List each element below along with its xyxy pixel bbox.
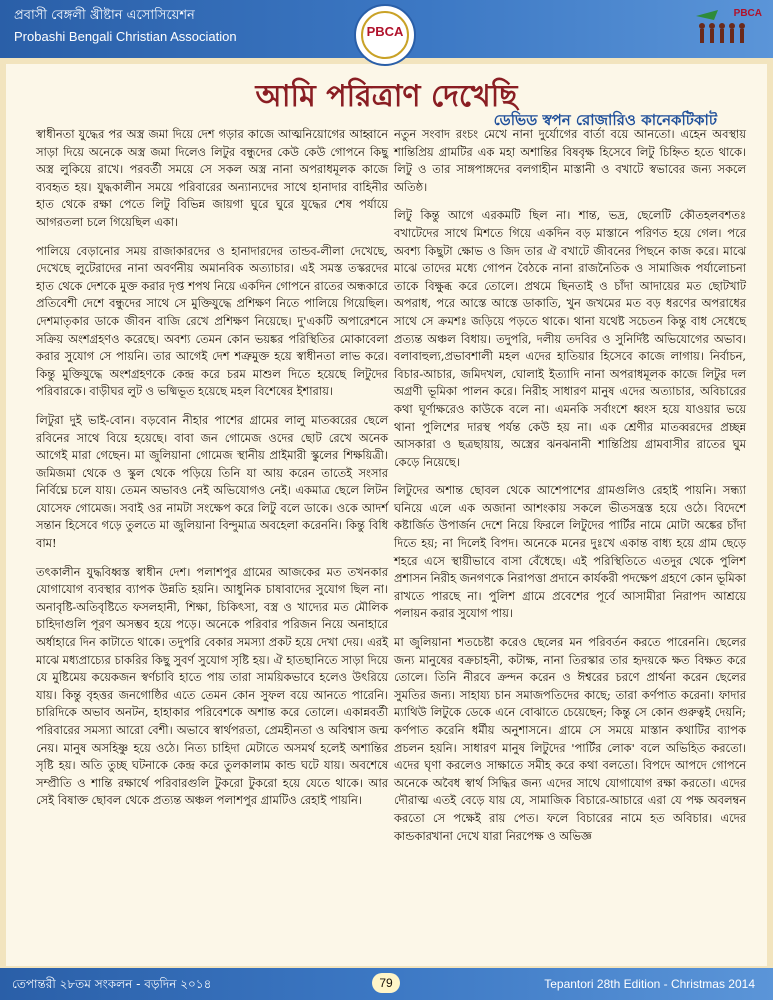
- pbca-logo: [354, 4, 416, 66]
- org-name-bengali: প্রবাসী বেঙ্গলী খ্রীষ্টান এসোসিয়েশন: [14, 8, 195, 23]
- paragraph: লিটু কিন্তু আগে এরকমটি ছিল না। শান্ত, ভদ্র, ছেলেটি কৌতহলবশতঃ বখাটেদের সাথে মিশতে গিয়ে একদিন বড় মাস্তানে পরিণত হয়ে গেল। পরে অবশ্য কিছুটা ক্ষোভ ও জিদ তার ঐ বখাটে জীবনের পিছনে কাজ করে। মাঝে মাঝে তাদের মধ্যে গোপন বৈঠকে নানা রাজনৈতিক ও সামাজিক পর্যালোচনা তাকে বিক্ষুব্ধ করে তোলে। প্রথমে ছিনতাই ও চাঁদা আদায়ের মত ছোটখাট অপরাধ, পরে আস্তে আস্তে ডাকাতি, খুন জখমের মত বড় ধরণের অপরাধের সাথে সে ক্রমশঃ জড়িয়ে পড়তে থাকে। থানা যথেষ্ট সচেতন কিন্তু বাধ সেধেছে প্রত্যন্ত অঞ্চল বিধায়। তদুপরি, দলীয় তদবির ও সুনির্দিষ্ট অভিযোগের অভাব। বলাবাহুল্য,প্রভাবশালী মহল এদের হাতিয়ার হিসেবে কাজে লাগায়। নির্বাচন, বিচার-আচার, জমিদখল, ঘোলাই ইত্যাদি নানা অপরাধমূলক কাজে লিটুর দল অগ্রণী ভূমিকা পালন করে। নিরীহ সাধারণ মানুষ এদের অত্যাচার, অবিচারের কথা ঘূর্ণাক্ষরেও কাউকে বলে না। এমনকি সর্বাংশে ধ্বংস হয়ে যাওয়ার ভয়ে থানা পুলিশের দারস্থ পর্যন্ত কেউ হয় না। এক শ্রেণীর মাতব্বরদের প্রচ্ছন্ন আসকারা ও ছত্রছায়ায়, অস্ত্রের ঝনঝনানী শান্তিপ্রিয় গ্রামবাসীর রাতের ঘুম কেড়ে নিয়েছে।: [394, 208, 746, 469]
- article-author: ডেভিড স্বপন রোজারিও কানেকটিকাট: [493, 111, 717, 129]
- footer-band: [0, 968, 773, 1000]
- paragraph: নতুন সংবাদ রংচং মেখে নানা দুর্যোগের বার্তা বয়ে আনতো। এহেন অবস্থায় শান্তিপ্রিয় গ্রামটির এক মহা অশান্তির বিষবৃক্ষ হিসেবে লিটু চিহ্নিত হতে থাকে। লিটু ও তার সাঙ্গপাঙ্গদের বলগাহীন মাস্তানী ও বখাটে স্বভাবের জন্য সকলে অতিষ্ঠ।: [394, 127, 746, 194]
- paragraph: লিটুদের অশান্ত ছোবল থেকে আশেপাশের গ্রামগুলিও রেহাই পায়নি। সন্ধ্যা ঘনিয়ে এলে এক অজানা আশংকায় সকলে ভীতসন্ত্রস্ত হয়ে ওঠে। বিদেশে কষ্টার্জিত উপার্জন দেশে নিয়ে ফিরলে লিটুদের পার্টির নামে মোটা অঙ্কের চাঁদা দিতে হয়; না দিলেই বিপদ। অনেকে মনের দুঃখে একান্ত বাধ্য হয়ে গ্রাম ছেড়ে শহরে এসে স্থায়ীভাবে বাসা বেঁধেছে। এই পরিস্থিতিতে এতদুর থেকে পুলিশ প্রশাসন নিরীহ জনগণকে নিরাপত্তা প্রদানে কার্যকরী পদক্ষেপ গ্রহণে কোন ভূমিকা রাখতে পারছে না। পুলিশ গ্রামে প্রবেশের পূর্বে আসামীরা নিরাপদ আশ্রয়ে পলায়ন করার সুযোগ পায়।: [394, 483, 746, 621]
- org-name-english: Probashi Bengali Christian Association: [14, 29, 237, 44]
- right-logo-text: PBCA: [733, 8, 762, 19]
- left-column: [36, 126, 388, 821]
- paragraph: লিটুরা দুই ভাই-বোন। বড়বোন নীহার পাশের গ্রামের লালু মাতব্বরের ছেলে রবিনের সাথে বিয়ে হয়েছে। বাবা জন গোমেজ ওদের ছোট রেখে অনেক আগেই মারা গেছেন। মা জুলিয়ানা গোমেজ স্থানীয় প্রাইমারী স্কুলের শিক্ষয়িত্রী। জমিজমা থেকে ও স্কুল থেকে পড়িয়ে তিনি যা আয় করেন তাতেই সংসার নির্বিঘ্নে চলে যায়। তেমন অভাবও নেই অভিযোগও নেই। একমাত্র ছেলে লিটন যোসেফ গোমেজ। সবাই ওর নামটা সংক্ষেপ করে লিটু বলে ডাকে। ওকে আদর্শ সন্তান হিসেবে গড়ে তুলতে মা জুলিয়ানা বিন্দুমাত্র অবহেলা করেননি। কিন্তু বিধি বাম!: [36, 412, 388, 551]
- paragraph: মা জুলিয়ানা শতচেষ্টা করেও ছেলের মন পরিবর্তন করতে পারেননি। ছেলের জন্য মানুষের বক্রচাহনী, কটাক্ষ, নানা তিরস্কার তার হৃদয়কে ক্ষত বিক্ষত করে তোলে। তিনি নীরবে ক্রন্দন করেন ও ঈশ্বরের চরণে প্রার্থনা করেন ছেলের সুমতির জন্য। সাহায্য চান সমাজপতিদের কাছে; তারা কর্ণপাত করেনা। ফাদার ম্যাথিউ লিটুকে ডেকে এনে বোঝাতে চেয়েছেন; কিন্তু সে কোন গুরুত্বই দেয়নি; কর্ণপাত করেনি ধর্মীয় অনুশাসনে। গ্রামে সে সময়ে মাস্তান কথাটির ব্যাপক প্রচলন হয়নি। সাধারণ মানুষ লিটুদের 'পার্টির লোক' বলে অভিহিত করতো। এদের ঘৃণা করলেও সাক্ষাতে সমীহ করে কথা বলতো। বিপদে আপদে গোপনে অনেকে অবৈধ স্বার্থ সিদ্ধির জন্য এদের সাথে যোগাযোগ রক্ষা করতো। এদের দৌরাত্ম এতই বেড়ে যায় যে, সামাজিক বিচারে-আচারে এরা যে পক্ষ অবলম্বন করতো সে পক্ষেই রায় পেত। ফলে বিচারের নামে হত অবিচার। এদের কান্ডকারখানা দেখে যারা নিরপেক্ষ ও অভিজ্ঞ: [394, 635, 746, 843]
- paragraph: স্বাধীনতা যুদ্ধের পর অস্ত্র জমা দিয়ে দেশ গড়ার কাজে আত্মনিয়োগের আহ্বানে সাড়া দিয়ে অনেকে অস্ত্র জমা দিলেও লিটুর বন্ধুদের কেউ কেউ গোপনে কিছু অস্ত্র লুকিয়ে রাখে। পরবর্তী সময়ে সে সকল অস্ত্র নানা অপরাধমূলক কাজে ব্যবহৃত হয়। যুদ্ধকালীন সময়ে পরিবারের অন্যান্যদের সাথে হানাদার বাহিনীর হাত থেকে রক্ষা পেতে লিটু বিভিন্ন জায়গা ঘুরে ঘুরে যুদ্ধের শেষ পর্যায়ে আগরতলা চলে গিয়েছিল একা।: [36, 127, 388, 229]
- paragraph: পালিয়ে বেড়ানোর সময় রাজাকারদের ও হানাদারদের তান্ডব-লীলা দেখেছে, দেখেছে লুটেরাদের নানা অবর্ণনীয় অমানবিক অত্যাচার। এই সমস্ত তস্করদের হাত থেকে দেশকে মুক্ত করার দৃপ্ত শপথ নিয়ে একদিন গোপনে রাতের অন্ধকারে প্রতিবেশী দেশে বন্ধুদের সাথে সে মুক্তিযুদ্ধে প্রশিক্ষণ নিতে পালিয়ে গিয়েছিল। দেশমাতৃকার ডাকে জীবন বাজি রেখে প্রশিক্ষণ নিয়েছে। দু'একটি অপারেশনে সক্রিয় অংশগ্রহণও করেছে। অবশ্য তেমন কোন ভয়ঙ্কর পরিস্থিতির মোকাবেলা করার সুযোগ সে পায়নি। তার আগেই দেশ শত্রুমুক্ত হয়ে স্বাধীনতা লাভ করে। কিন্তু মুক্তিযুদ্ধে অংশগ্রহণকে কেন্দ্র করে চরম মাশুল দিতে হয়েছে লিটুদের পরিবারকে। বাড়ীঘর লুট ও ভষ্মিভূত হয়েছে মহল বিশেষের ইশারায়।: [36, 243, 388, 399]
- right-column: [394, 126, 746, 856]
- footer-left-text: তেপান্তরী ২৮তম সংকলন - বড়দিন ২০১৪: [12, 977, 212, 991]
- page-number: 79: [372, 973, 400, 993]
- pbca-silhouette-logo: [688, 6, 768, 54]
- article-title: আমি পরিত্রাণ দেখেছি: [255, 79, 518, 114]
- paragraph: তৎকালীন যুদ্ধবিধ্বস্ত স্বাধীন দেশ। পলাশপুর গ্রামের আজকের মত তখনকার যোগাযোগ ব্যবস্থার ব্যাপক উন্নতি হয়নি। আধুনিক চাষাবাদের সুযোগ ছিল না। অনাবৃষ্টি-অতিবৃষ্টিতে ফসলহানী, শিক্ষা, চিকিৎসা, বস্ত্র ও খাদ্যের মত মৌলিক চাহিদাগুলি পূরণ অসম্ভব হয়ে পড়ে। অনেকে পরিবার পরিজন নিয়ে অনাহারে অর্ধাহারে দিন কাটাতে থাকে। তদুপরি বেকার সমস্যা প্রকট হয়ে দেখা দেয়। এরই মাঝে মধ্যপ্রাচ্যের চাকরির কিছু সুবর্ণ সুযোগ সৃষ্টি হয়। ঐ হাতছানিতে সাড়া দিয়ে যে মুষ্টিমেয় কয়েকজন স্বর্ণচাবি হাতে পায় তারা সাময়িকভাবে হলেও উৎরিয়ে যায়। কিন্তু বৃহত্তর জনগোষ্ঠির এতে তেমন কোন সুফল বয়ে আনতে পারেনি। চারিদিকে অভাব অনটন, হাহাকার পরিবেশকে অশান্ত করে তোলে। একান্নবর্তী পরিবারের সমস্যা আরো বেশী। অভাবে স্বার্থপরতা, প্রেমহীনতা ও অবিশ্বাস জন্ম নেয়। মানুষ অসহিষ্ণু হয়ে ওঠে। নিত্য চাহিদা মেটাতে অসমর্থ হলেই অশান্তির সৃষ্টি হয়। অতি তুচ্ছ ঘটনাকে কেন্দ্র করে তুলকালাম কান্ড ঘটে যায়। অবশেষে সম্প্রীতি ও শান্তি রক্ষার্থে পরিবারগুলি টুকরো টুকরো হয়ে যেতে থাকে। আর সেই বিষাক্ত ছোবল থেকে প্রত্যন্ত অঞ্চল পলাশপুর গ্রামটিও রেহাই পায়নি।: [36, 564, 388, 808]
- logo-monogram: PBCA: [366, 24, 404, 39]
- footer-right-text: Tepantori 28th Edition - Christmas 2014: [544, 977, 755, 991]
